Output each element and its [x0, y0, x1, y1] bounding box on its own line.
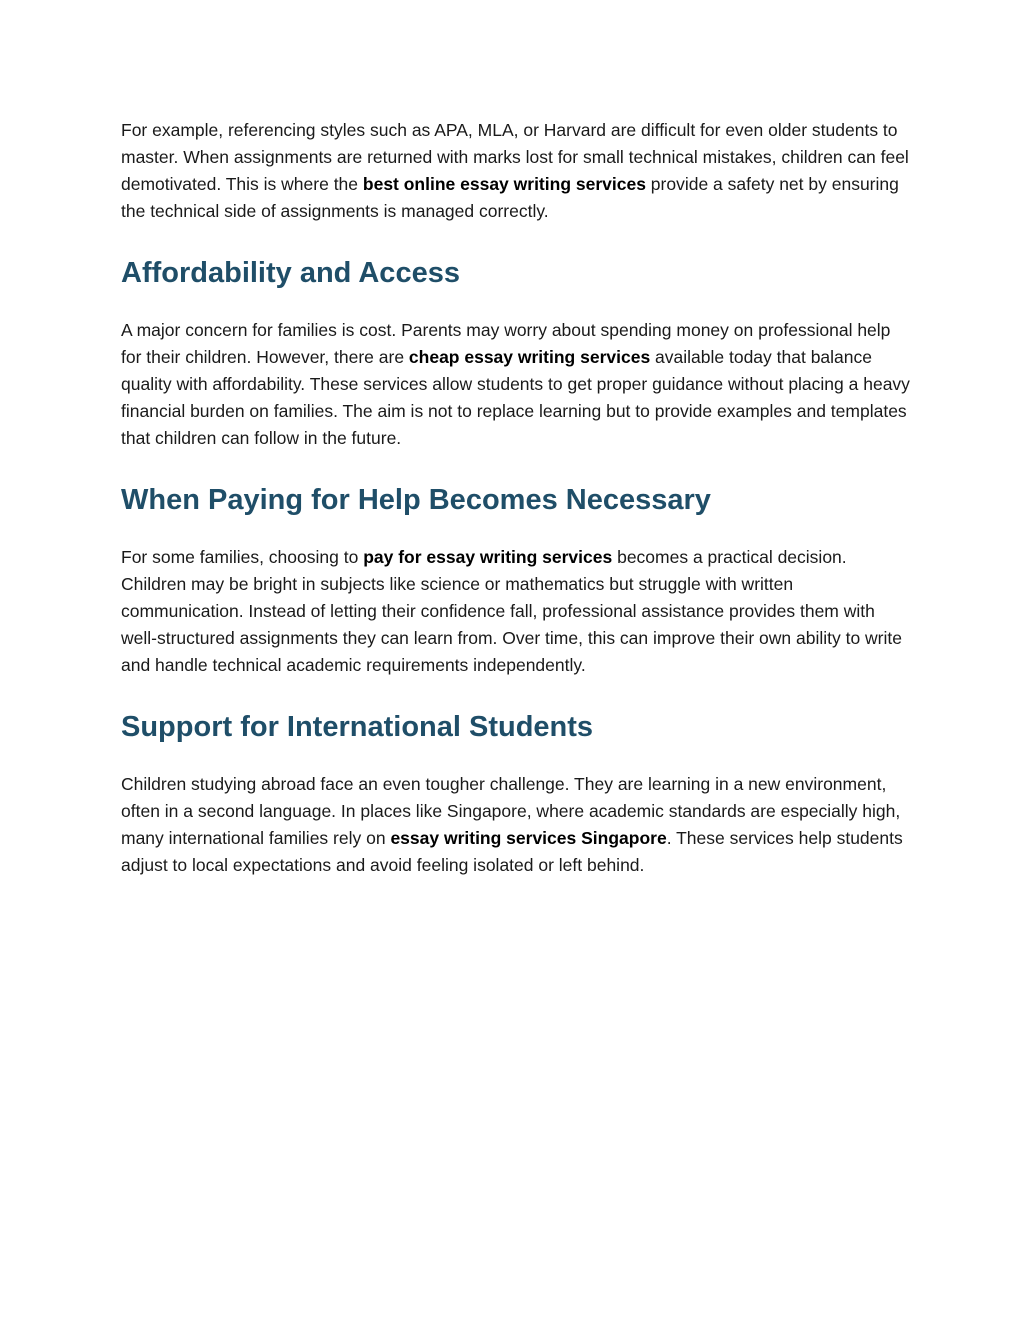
section-text-1: A major concern for families is cost. Parents may worry about spending money on professional help for their children. However, there are	[121, 320, 891, 367]
intro-bold-link-text: best online essay writing services	[362, 174, 646, 194]
section-bold-text: cheap essay writing services	[408, 347, 651, 367]
section-heading-affordability: Affordability and Access	[121, 257, 460, 289]
section-heading-paying: When Paying for Help Becomes Necessary	[121, 484, 711, 516]
section-bold-text: pay for essay writing services	[363, 547, 613, 567]
intro-paragraph	[121, 117, 911, 225]
section-text-2: available today that balance quality with affordability. These services allow students to get proper guidance without placing a heavy financial burden on families. The aim is not to replace learning but to provide examples and templates that children can follow in the future.	[121, 347, 910, 448]
section-paragraph-international	[121, 771, 911, 879]
section-text-1: For some families, choosing to	[121, 547, 364, 567]
intro-text-2: provide a safety net by ensuring the technical side of assignments is managed correctly.	[121, 174, 899, 221]
section-text-2: . These services help students adjust to local expectations and avoid feeling isolated or left behind.	[121, 828, 903, 875]
intro-text-1: For example, referencing styles such as APA, MLA, or Harvard are difficult for even older students to master. When assignments are returned with marks lost for small technical mistakes, children can feel demotivated. This is where the	[121, 120, 909, 194]
section-paragraph-paying	[121, 544, 911, 679]
section-text-2: becomes a practical decision. Children may be bright in subjects like science or mathematics but struggle with written communication. Instead of letting their confidence fall, professional assistance provides them with well-structured assignments they can learn from. Over time, this can improve their own ability to write and handle technical academic requirements independently.	[121, 547, 902, 675]
section-heading-international: Support for International Students	[121, 711, 594, 743]
section-text-1: Children studying abroad face an even tougher challenge. They are learning in a new environment, often in a second language. In places like Singapore, where academic standards are especially high, many international families rely on	[121, 774, 901, 848]
section-bold-text: essay writing services Singapore	[390, 828, 667, 848]
section-paragraph-affordability	[121, 317, 911, 452]
document-page	[121, 117, 911, 879]
